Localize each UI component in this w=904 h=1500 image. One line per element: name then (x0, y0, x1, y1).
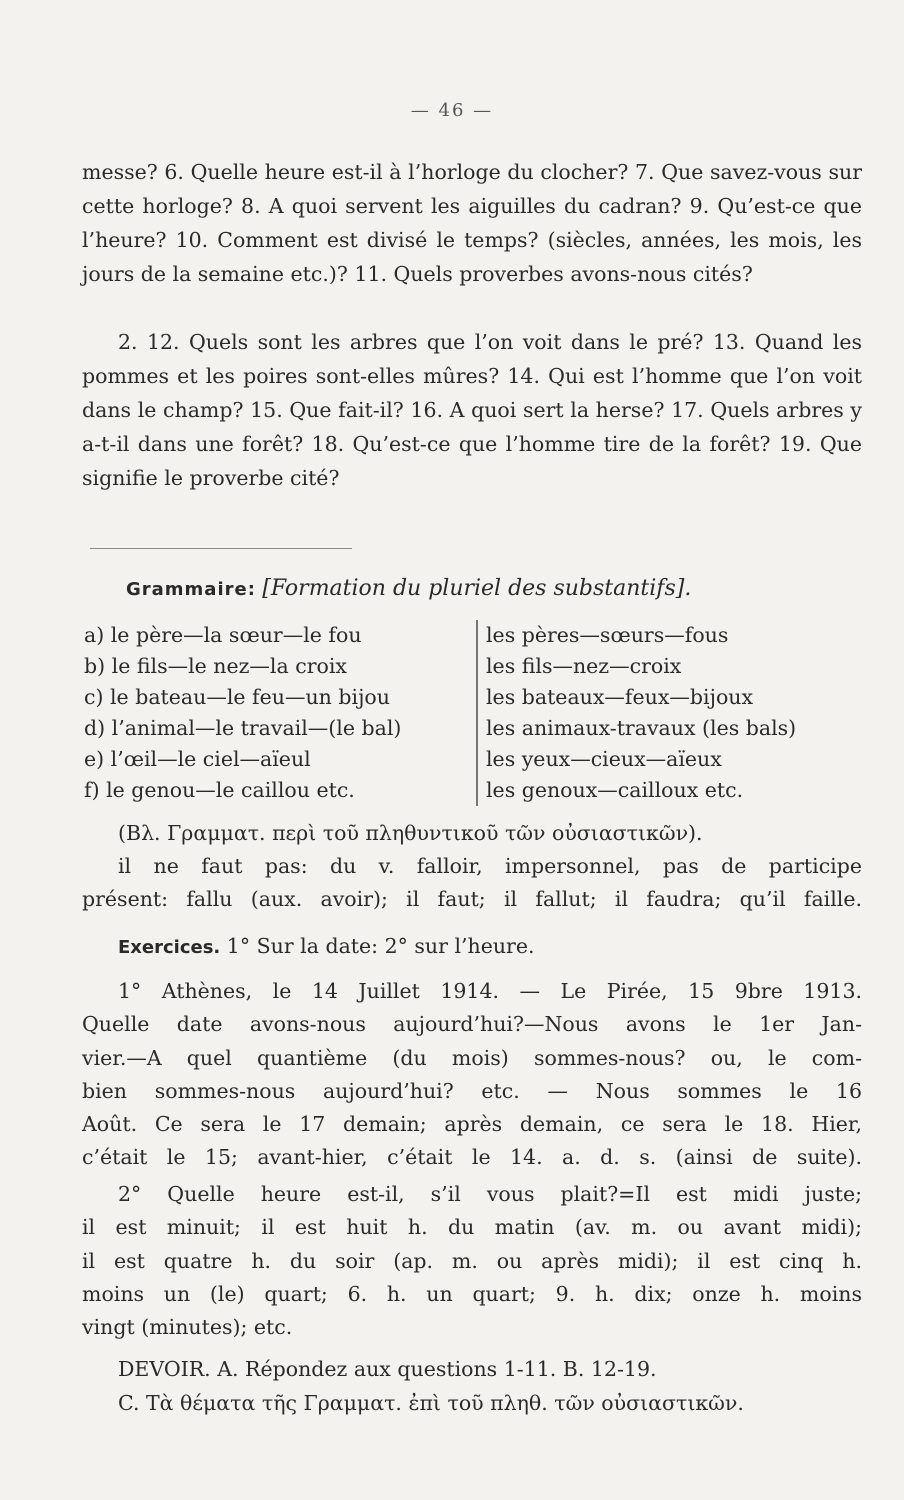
text-line: DEVOIR. A. Répondez aux questions 1-11. B. 12-19. (118, 1357, 657, 1381)
singular-cell: a) le père—la sœur—le fou (84, 623, 362, 647)
homework (82, 1353, 862, 1386)
table-row (84, 651, 854, 682)
grammar-label: Grammaire: (126, 579, 256, 600)
text-line: Août. Ce sera le 17 demain; après demain, ce sera le 18. Hier, (82, 1112, 862, 1137)
table-row (84, 744, 854, 775)
plural-cell: les bateaux—feux—bijoux (477, 682, 854, 713)
text-line: 1° Athènes, le 14 Juillet 1914. — Le Pirée, 15 9bre 1913. (118, 979, 862, 1003)
plural-cell: les fils—nez—croix (477, 651, 854, 682)
exercise-time (82, 1178, 862, 1344)
singular-cell: b) le fils—le nez—la croix (84, 654, 347, 678)
table-row (84, 620, 854, 651)
singular-cell: c) le bateau—le feu—un bijou (84, 685, 390, 709)
plural-cell: les yeux—cieux—aïeux (477, 744, 854, 775)
singular-cell: e) l’œil—le ciel—aïeul (84, 747, 311, 771)
grammar-reference (82, 817, 862, 850)
table-row (84, 713, 854, 744)
text-line: il ne faut pas: du v. falloir, impersonnel, pas de participe (118, 854, 862, 878)
grammar-note (82, 850, 862, 917)
table-row (84, 682, 854, 713)
singular-cell: f) le genou—le caillou etc. (84, 778, 355, 802)
plural-cell: les genoux—cailloux etc. (477, 775, 854, 806)
text-line: (Βλ. Γραμματ. περὶ τοῦ πληθυντικοῦ τῶν οὐσιαστικῶν). (118, 821, 703, 845)
questions-paragraph-1: messe? 6. Quelle heure est-il à l’horloge du clocher? 7. Que savez-vous sur cette horloge? 8. A quoi servent les aiguilles du cadran? 9. Qu’est-ce que l’heure? 10. Comment est divisé le temps? (siècles, années, les mois, les jours de la semaine etc.)? 11. Quels proverbes avons-nous cités? (82, 160, 862, 286)
text-line: vier.—A quel quantième (du mois) sommes-nous? ou, le com- (82, 1045, 862, 1070)
text-line: moins un (le) quart; 6. h. un quart; 9. h. dix; onze h. moins (82, 1281, 862, 1306)
text-line: il est quatre h. du soir (ap. m. ou après midi); il est cinq h. (82, 1248, 862, 1273)
text-line: 2° Quelle heure est-il, s’il vous plait?=Il est midi juste; (118, 1182, 862, 1206)
table-row (84, 775, 854, 806)
grammar-title: [Formation du pluriel des substantifs]. (262, 576, 692, 601)
text-line: Quelle date avons-nous aujourd’hui?—Nous avons le 1er Jan- (82, 1012, 862, 1037)
plural-cell: les animaux-travaux (les bals) (477, 713, 854, 744)
exercises-heading (82, 930, 862, 963)
exercises-label: Exercices. (118, 937, 221, 958)
text-line: c’était le 15; avant-hier, c’était le 14. a. d. s. (ainsi de suite). (82, 1145, 862, 1170)
questions-paragraph-2: 2. 12. Quels sont les arbres que l’on voit dans le pré? 13. Quand les pommes et les poires sont-elles mûres? 14. Qui est l’homme que l’on voit dans le champ? 15. Que fait-il? 16. A quoi sert la herse? 17. Quels arbres y a-t-il dans une forêt? 18. Qu’est-ce que l’homme tire de la forêt? 19. Que signifie le proverbe cité? (82, 330, 862, 490)
text-line: C. Τὰ θέματα τῆς Γραμματ. ἐπὶ τοῦ πληθ. τῶν οὐσιαστικῶν. (118, 1391, 744, 1415)
page-number: — 46 — (410, 100, 494, 121)
plural-cell: les pères—sœurs—fous (477, 620, 854, 651)
grammar-heading (126, 576, 691, 601)
plural-formation-table (84, 620, 854, 806)
text-line: vingt (minutes); etc. (82, 1315, 293, 1340)
exercise-date (82, 975, 862, 1175)
text-line: bien sommes-nous aujourd’hui? etc. — Nous sommes le 16 (82, 1078, 862, 1103)
exercises-text: 1° Sur la date: 2° sur l’heure. (226, 934, 535, 958)
section-divider (90, 548, 352, 549)
singular-cell: d) l’animal—le travail—(le bal) (84, 716, 402, 740)
greek-task (82, 1387, 862, 1420)
text-line: présent: fallu (aux. avoir); il faut; il fallut; il faudra; qu’il faille. (82, 887, 862, 912)
text-line: il est minuit; il est huit h. du matin (av. m. ou avant midi); (82, 1215, 862, 1240)
text-line (82, 930, 862, 963)
